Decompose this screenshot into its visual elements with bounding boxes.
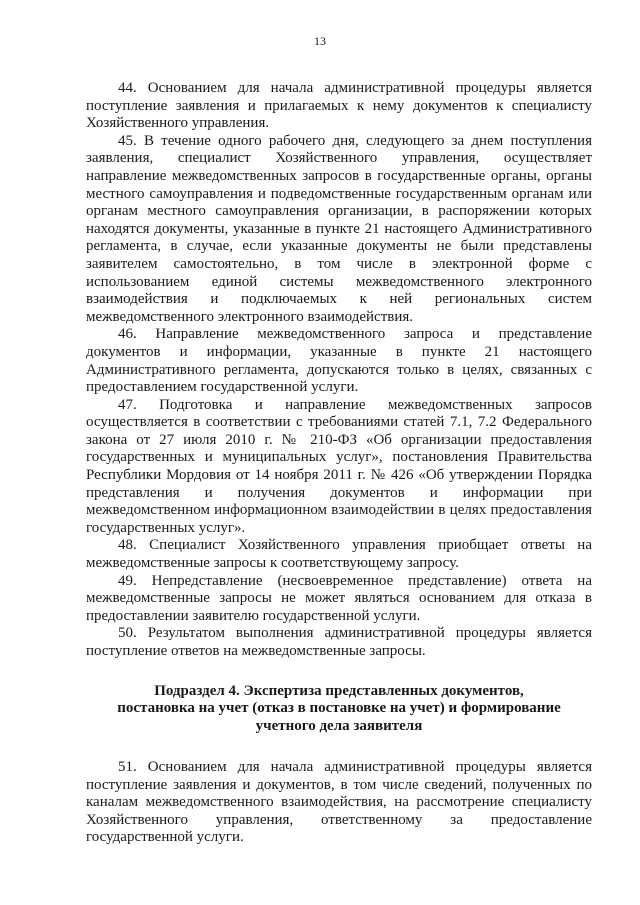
paragraph-47: 47. Подготовка и направление межведомственных запросов осуществляется в соответствии с требованиями статей 7.1, 7.2 Федерального закона от 27 июля 2010 г. № 210-ФЗ «Об организации предоставления государственных и муниципальных услуг», постановления Правительства Республики Мордовия от 14 ноября 2011 г. № 426 «Об утверждении Порядка представления и получения документов и информации при межведомственном информационном взаимодействии в целях предоставления государственных услуг». [86,396,592,536]
paragraph-49: 49. Непредставление (несвоевременное представление) ответа на межведомственные запросы не может являться основанием для отказа в предоставлении заявителю государственной услуги. [86,572,592,624]
paragraph-44: 44. Основанием для начала административной процедуры является поступление заявления и прилагаемых к нему документов к специалисту Хозяйственного управления. [86,80,592,132]
page-number: 13 [314,34,326,48]
heading-line-2: постановка на учет (отказ в постановке на учет) и формирование [117,700,561,717]
document-body [86,80,592,847]
paragraph-45: 45. В течение одного рабочего дня, следующего за днем поступления заявления, специалист Хозяйственного управления, осуществляет направление межведомственных запросов в государственные органы, органы местного самоуправления и подведомственные государственным органам или органам местного самоуправления организации, в распоряжении которых находятся документы, указанные в пункте 21 настоящего Административного регламента, в случае, если указанные документы не были представлены заявителем самостоятельно, в том числе в электронной форме с использованием единой системы межведомственного электронного взаимодействия и подключаемых к ней региональных систем межведомственного электронного взаимодействия. [86,132,592,325]
paragraph-50: 50. Результатом выполнения административной процедуры является поступление ответов на межведомственные запросы. [86,625,592,659]
paragraph-48: 48. Специалист Хозяйственного управления приобщает ответы на межведомственные запросы к соответствующему запросу. [86,537,592,572]
paragraph-51: 51. Основанием для начала административной процедуры является поступление заявления и документов, в том числе сведений, полученных по каналам межведомственного взаимодействия, на рассмотрение специалисту Хозяйственного управления, ответственному за предоставление государственной услуги. [86,758,592,846]
heading-line-1: Подраздел 4. Экспертиза представленных документов, [154,682,524,699]
heading-line-3: учетного дела заявителя [255,718,423,735]
paragraph-46: 46. Направление межведомственного запроса и представление документов и информации, указанные в пункте 21 настоящего Административного регламента, допускаются только в целях, связанных с предоставлением государственной услуги. [86,326,592,396]
subsection-heading [86,683,592,736]
